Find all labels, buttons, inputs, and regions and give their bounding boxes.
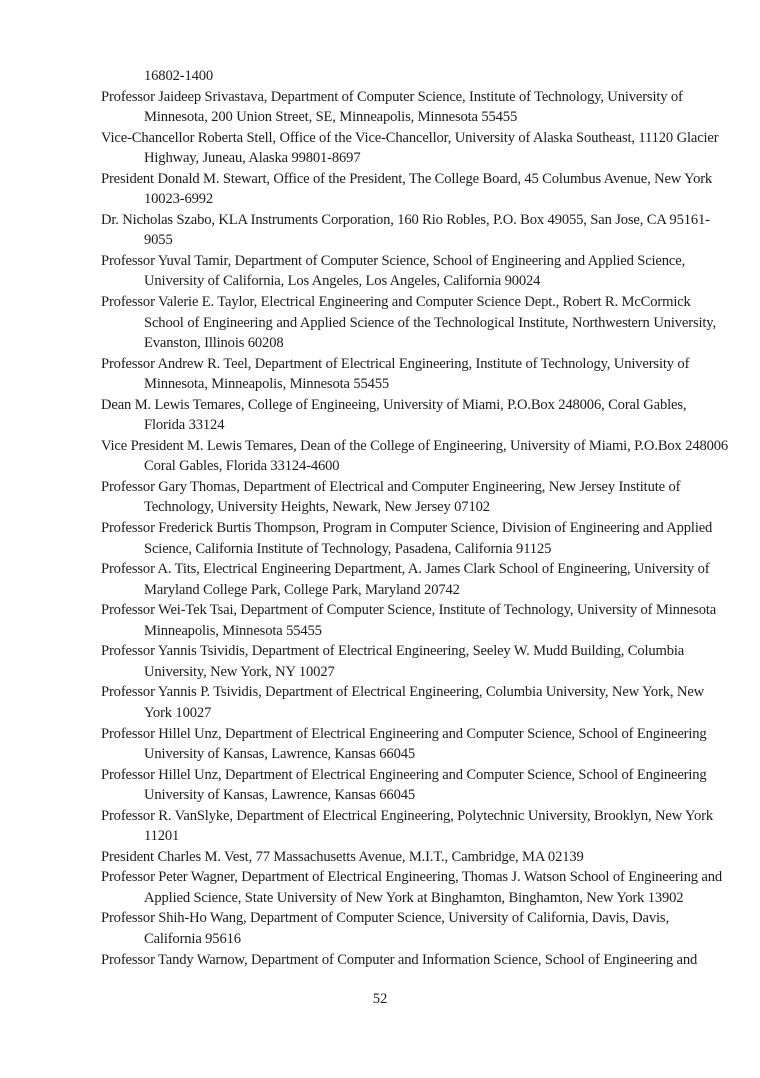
address-entry xyxy=(101,87,721,128)
entry-first-line: Professor Hillel Unz, Department of Electrical Engineering and Computer Science, School of Engineering xyxy=(101,766,707,783)
entry-continuation-line: 9055 xyxy=(144,232,173,249)
entry-continuation-line: Florida 33124 xyxy=(144,417,225,434)
entry-continuation-line: Maryland College Park, College Park, Maryland 20742 xyxy=(144,581,460,598)
entry-continuation-line: Applied Science, State University of New York at Binghamton, Binghamton, New York 13902 xyxy=(144,889,684,906)
entry-first-line: Vice President M. Lewis Temares, Dean of the College of Engineering, University of Miami, P.O.Box 248006 xyxy=(101,437,729,454)
entry-first-line: Professor Tandy Warnow, Department of Computer and Information Science, School of Engineering and xyxy=(101,951,698,968)
entry-first-line: Professor Peter Wagner, Department of Electrical Engineering, Thomas J. Watson School of Engineering and xyxy=(101,869,722,886)
entry-first-line: Professor Wei-Tek Tsai, Department of Computer Science, Institute of Technology, University of Minnesota xyxy=(101,602,717,619)
address-entry xyxy=(101,169,721,210)
entry-first-line: Professor Gary Thomas, Department of Electrical and Computer Engineering, New Jersey Institute of xyxy=(101,478,681,495)
address-entry xyxy=(101,641,721,682)
entry-first-line: President Donald M. Stewart, Office of the President, The College Board, 45 Columbus Avenue, New York xyxy=(101,170,713,187)
continuation-line: 16802-1400 xyxy=(144,68,214,84)
entry-first-line: Professor A. Tits, Electrical Engineering Department, A. James Clark School of Engineering, University of xyxy=(101,561,710,578)
address-entry xyxy=(101,847,721,868)
entry-continuation-line: 11201 xyxy=(144,828,180,845)
entry-continuation-line: University of Kansas, Lawrence, Kansas 66045 xyxy=(144,787,416,804)
address-entry xyxy=(101,765,721,806)
address-entry xyxy=(101,806,721,847)
address-entry xyxy=(101,682,721,723)
entry-first-line: Vice-Chancellor Roberta Stell, Office of the Vice-Chancellor, University of Alaska Southeast, 11120 Glacier xyxy=(101,129,719,146)
entry-continuation-line: University of California, Los Angeles, Los Angeles, California 90024 xyxy=(144,273,541,290)
entry-first-line: Professor Yannis Tsividis, Department of Electrical Engineering, Seeley W. Mudd Building, Columbia xyxy=(101,643,685,660)
address-entry xyxy=(101,292,721,354)
entry-continuation-line: Coral Gables, Florida 33124-4600 xyxy=(144,458,340,475)
address-entry xyxy=(101,210,721,251)
entry-continuation-line: California 95616 xyxy=(144,930,241,947)
entry-first-line: Professor Andrew R. Teel, Department of Electrical Engineering, Institute of Technology, University of xyxy=(101,355,690,372)
address-entry xyxy=(101,354,721,395)
entry-continuation-line: Minnesota, 200 Union Street, SE, Minneapolis, Minnesota 55455 xyxy=(144,109,518,126)
entry-continuation-line: University, New York, NY 10027 xyxy=(144,663,335,680)
entry-continuation-line: Minnesota, Minneapolis, Minnesota 55455 xyxy=(144,376,390,393)
entry-first-line: Professor Yannis P. Tsividis, Department of Electrical Engineering, Columbia University, New York, New xyxy=(101,684,705,701)
entry-first-line: Dr. Nicholas Szabo, KLA Instruments Corporation, 160 Rio Robles, P.O. Box 49055, San Jose, CA 95161- xyxy=(101,211,710,228)
entry-first-line: Professor Hillel Unz, Department of Electrical Engineering and Computer Science, School of Engineering xyxy=(101,725,707,742)
entry-first-line: Dean M. Lewis Temares, College of Engineeing, University of Miami, P.O.Box 248006, Coral Gables, xyxy=(101,396,687,413)
entry-continuation-line: School of Engineering and Applied Science of the Technological Institute, Northwestern University, xyxy=(144,314,716,331)
address-entry xyxy=(101,128,721,169)
entry-continuation-line: 10023-6992 xyxy=(144,191,214,208)
address-entry xyxy=(101,724,721,765)
entry-continuation-line: Evanston, Illinois 60208 xyxy=(144,335,284,352)
entry-first-line: Professor Frederick Burtis Thompson, Program in Computer Science, Division of Engineering and Applied xyxy=(101,520,713,537)
entry-continuation-line: York 10027 xyxy=(144,704,212,721)
entry-first-line: Professor R. VanSlyke, Department of Electrical Engineering, Polytechnic University, Brooklyn, New York xyxy=(101,807,713,824)
entry-first-line: Professor Jaideep Srivastava, Department of Computer Science, Institute of Technology, University of xyxy=(101,88,683,105)
entry-first-line: Professor Valerie E. Taylor, Electrical Engineering and Computer Science Dept., Robert R. McCormick xyxy=(101,294,691,311)
entry-continuation-line: Highway, Juneau, Alaska 99801-8697 xyxy=(144,150,361,167)
address-entry xyxy=(101,436,729,477)
entry-first-line: President Charles M. Vest, 77 Massachusetts Avenue, M.I.T., Cambridge, MA 02139 xyxy=(101,848,584,865)
address-entry xyxy=(101,251,721,292)
address-entry xyxy=(101,600,721,641)
entry-continuation-line: Technology, University Heights, Newark, New Jersey 07102 xyxy=(144,499,490,516)
entry-continuation-line: University of Kansas, Lawrence, Kansas 66045 xyxy=(144,746,416,763)
address-entry xyxy=(101,950,721,971)
address-entry xyxy=(101,477,721,518)
address-entry xyxy=(101,518,721,559)
address-entry xyxy=(101,867,721,908)
entry-continuation-line: Minneapolis, Minnesota 55455 xyxy=(144,622,322,639)
entry-first-line: Professor Shih-Ho Wang, Department of Computer Science, University of California, Davis, Davis, xyxy=(101,910,669,927)
address-entry xyxy=(101,395,721,436)
address-entry xyxy=(101,908,721,949)
page-number: 52 xyxy=(372,991,388,1007)
entry-continuation-line: Science, California Institute of Technology, Pasadena, California 91125 xyxy=(144,540,552,557)
entry-first-line: Professor Yuval Tamir, Department of Computer Science, School of Engineering and Applied Science, xyxy=(101,252,686,269)
address-list xyxy=(101,66,729,970)
address-entry xyxy=(101,559,721,600)
